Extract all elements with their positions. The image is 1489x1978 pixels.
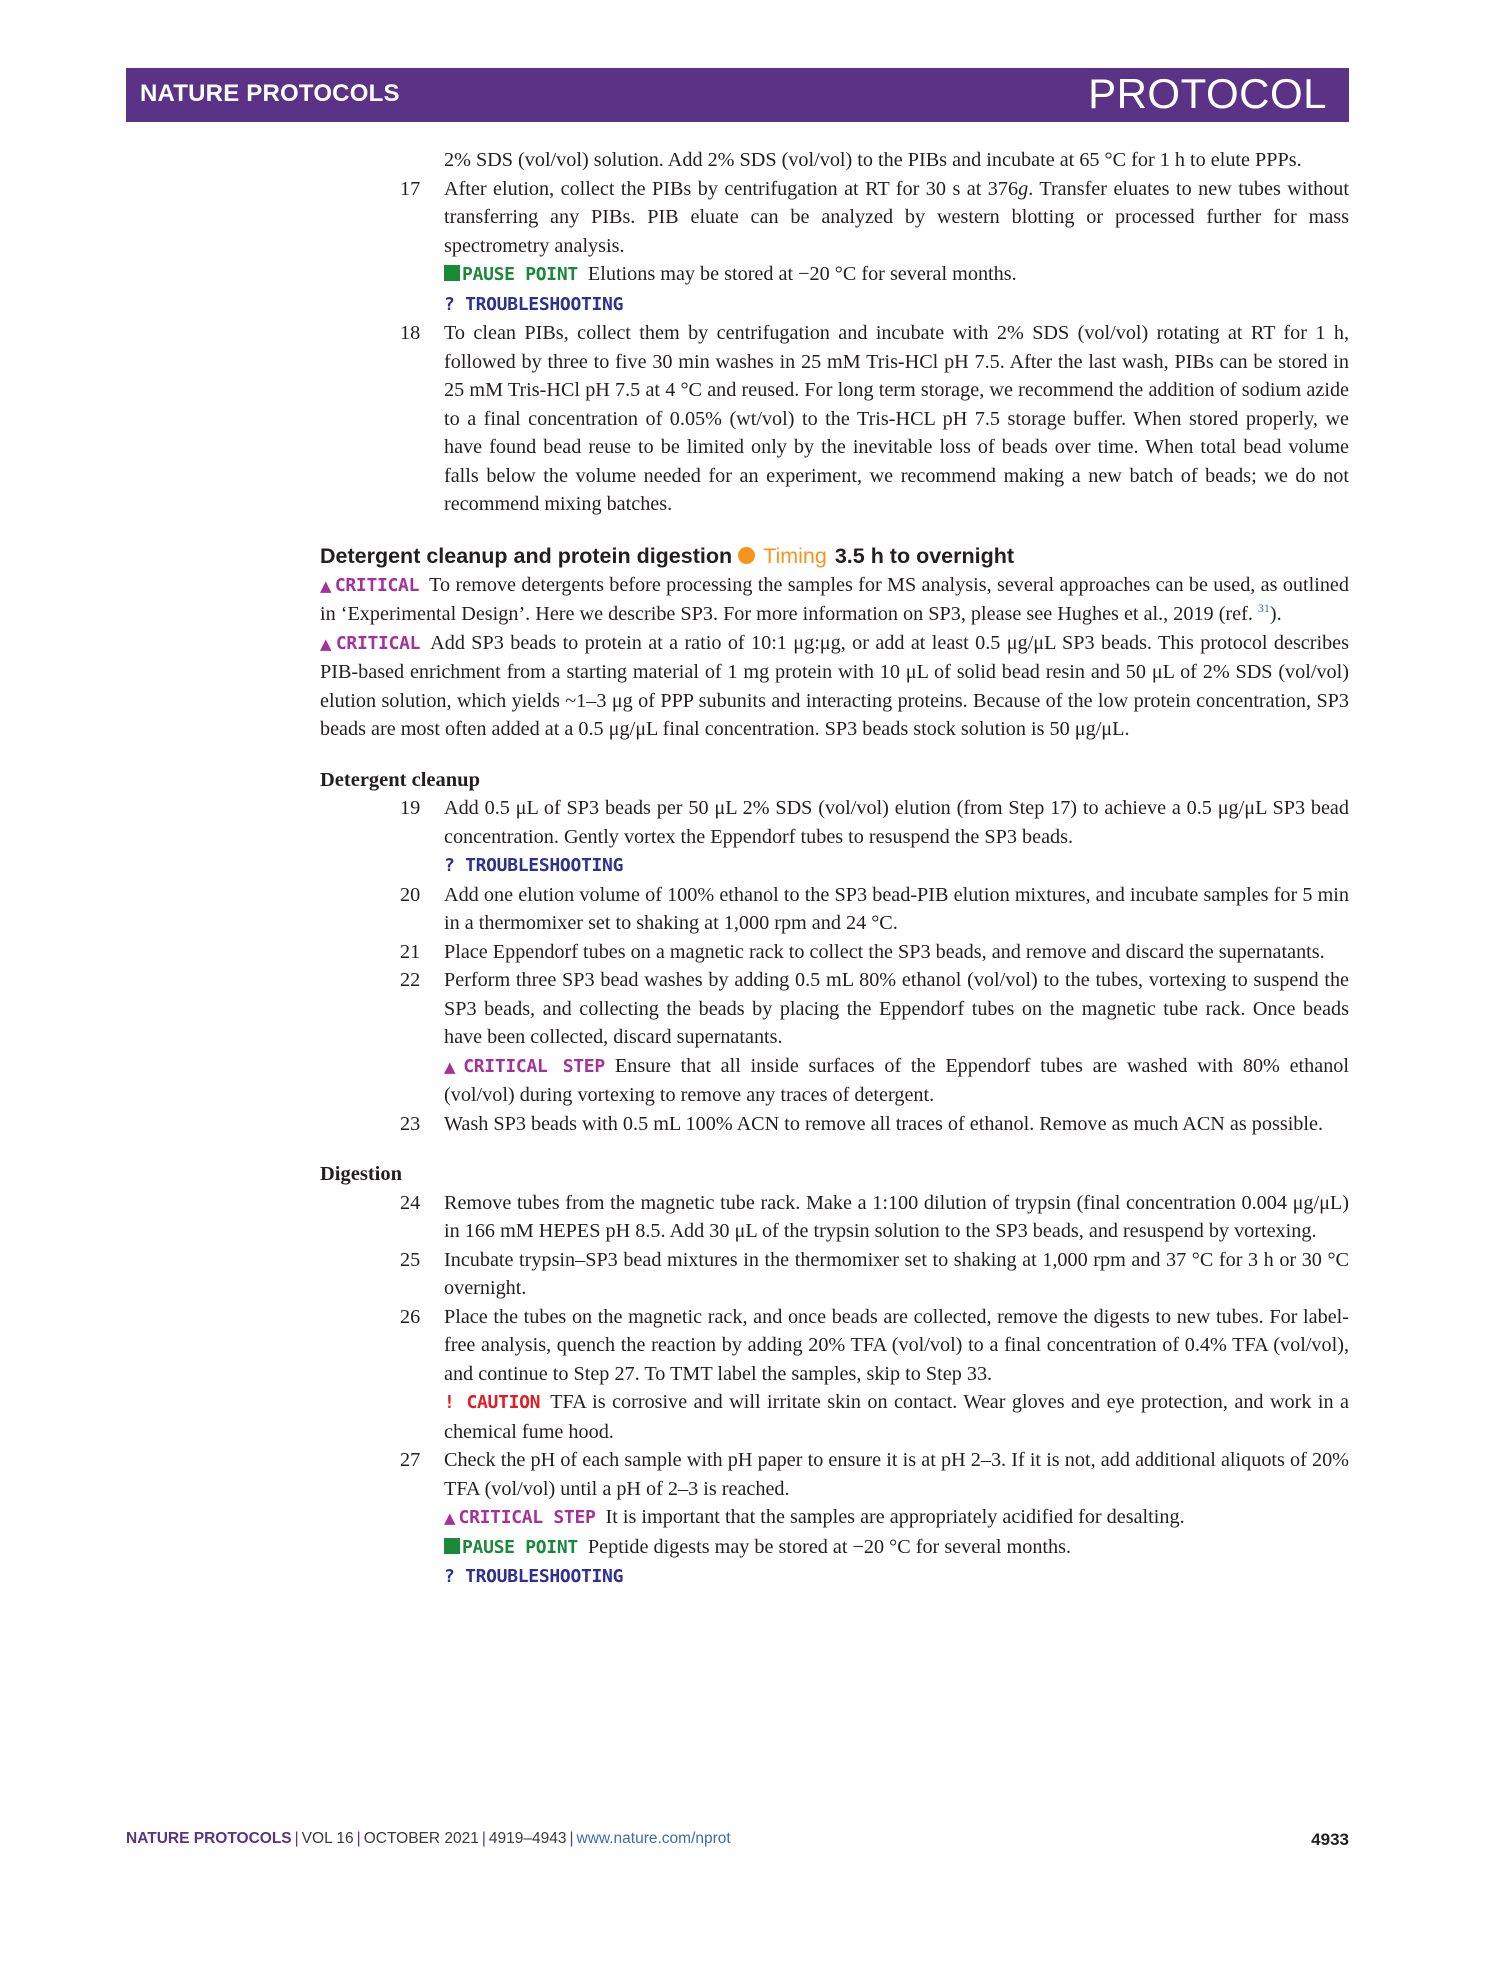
critical-triangle-icon: ▲ (444, 1057, 461, 1076)
subheading-detergent-cleanup: Detergent cleanup (320, 768, 480, 791)
step-number: 20 (400, 883, 421, 906)
header-bar (126, 68, 1349, 122)
step-text: Remove tubes from the magnetic tube rack. Make a 1:100 dilution of trypsin (final concentration 0.004 μg/μL) in 166 mM HEPES pH 8.5. Add 30 μL of the trypsin solution to the SP3 beads, and resuspend by vortexing. (444, 1191, 1349, 1242)
step-18 (400, 319, 1349, 519)
step-number: 23 (400, 1112, 421, 1135)
step-number: 22 (400, 969, 421, 991)
step-text: Add one elution volume of 100% ethanol to the SP3 bead-PIB elution mixtures, and incubate samples for 5 min in a thermomixer set to shaking at 1,000 rpm and 24 °C. (444, 883, 1349, 934)
critical-label: CRITICAL (335, 632, 421, 654)
troubleshooting-label[interactable]: ? TROUBLESHOOTING (444, 293, 624, 315)
step-number: 17 (400, 177, 421, 200)
caution-note: ! CAUTION TFA is corrosive and will irritate skin on contact. Wear gloves and eye protection, and work in a chemical fume hood. (444, 1391, 1349, 1443)
step-number: 21 (400, 940, 421, 963)
intro-continuation: 2% SDS (vol/vol) solution. Add 2% SDS (vol/vol) to the PIBs and incubate at 65 °C for 1 h to elute PPPs. (444, 149, 1302, 171)
pause-point-note: PAUSE POINT Peptide digests may be stored at −20 °C for several months. (444, 1533, 1349, 1563)
pause-point-note: PAUSE POINT Elutions may be stored at −20 °C for several months. (444, 260, 1349, 290)
step-17 (400, 175, 1349, 320)
step-19 (400, 794, 1349, 881)
step-25 (400, 1246, 1349, 1303)
pause-square-icon (444, 1538, 460, 1554)
step-text: Perform three SP3 bead washes by adding 0.5 mL 80% ethanol (vol/vol) to the tubes, vortexing to suspend the SP3 beads, and collecting the beads by placing the Eppendorf tubes on the magnetic tube rack. Once beads have been collected, discard supernatants. (444, 969, 1349, 1048)
critical-step-label: CRITICAL STEP (463, 1055, 605, 1077)
section-title: Detergent cleanup and protein digestion Timing 3.5 h to overnight (320, 543, 1015, 568)
article-type: PROTOCOL (1088, 70, 1327, 117)
reference-link[interactable]: 31 (1257, 601, 1270, 615)
section-block (320, 541, 1349, 795)
troubleshooting-note[interactable] (444, 851, 1349, 881)
timing-dot-icon (738, 547, 755, 564)
step-21 (400, 938, 1349, 967)
critical-step-label: CRITICAL STEP (458, 1507, 596, 1528)
footer-journal: NATURE PROTOCOLS (126, 1830, 292, 1847)
step-23 (400, 1110, 1349, 1139)
critical-note-1: ▲ CRITICAL To remove detergents before processing the samples for MS analysis, several approaches can be used, as outlined in ‘Experimental Design’. Here we describe SP3. For more information on SP3, please see Hughes et al., 2019 (ref. $^{31}$). (320, 573, 1349, 625)
step-text: Incubate trypsin–SP3 bead mixtures in the thermomixer set to shaking at 1,000 rpm and 37 °C for 3 h or 30 °C overnight. (444, 1248, 1349, 1299)
step-22 (400, 966, 1349, 1110)
critical-label: CRITICAL (334, 574, 420, 596)
page-number: 4933 (1311, 1830, 1349, 1849)
pause-square-icon (444, 265, 460, 281)
troubleshooting-note[interactable] (444, 290, 1349, 320)
step-text: After elution, collect the PIBs by centrifugation at RT for 30 s at 376g. Transfer eluates to new tubes without transferring any PIBs. PIB eluate can be analyzed by western blotting or processed further for mass spectrometry analysis. (444, 177, 1349, 257)
pause-point-label: PAUSE POINT (462, 264, 578, 285)
step-text: Add 0.5 μL of SP3 beads per 50 μL 2% SDS (vol/vol) elution (from Step 17) to achieve a 0.5 μg/μL SP3 bead concentration. Gently vortex the Eppendorf tubes to resuspend the SP3 beads. (444, 797, 1349, 848)
caution-label: ! CAUTION (444, 1392, 541, 1413)
step-number: 24 (400, 1191, 421, 1214)
main-content (320, 146, 1350, 1592)
critical-triangle-icon: ▲ (320, 634, 333, 653)
step-number: 27 (400, 1449, 421, 1471)
step-number: 25 (400, 1248, 421, 1271)
step-27 (400, 1446, 1349, 1592)
step-number: 19 (400, 797, 421, 819)
subheading-digestion: Digestion (320, 1163, 402, 1185)
troubleshooting-label[interactable]: ? TROUBLESHOOTING (444, 1566, 624, 1587)
footer-volume: VOL 16 (301, 1830, 354, 1847)
troubleshooting-note[interactable] (444, 1562, 1349, 1592)
digestion-heading-block (320, 1160, 1349, 1189)
step-text: Check the pH of each sample with pH paper to ensure it is at pH 2–3. If it is not, add additional aliquots of 20% TFA (vol/vol) until a pH of 2–3 is reached. (444, 1449, 1349, 1500)
step-26 (400, 1303, 1349, 1447)
footer-date: OCTOBER 2021 (363, 1830, 479, 1847)
critical-note-2: ▲ CRITICAL Add SP3 beads to protein at a ratio of 10:1 μg:μg, or add at least 0.5 μg/μL SP3 beads. This protocol describes PIB-based enrichment from a starting material of 1 mg protein with 10 μL of solid bead resin and 50 μL of 2% SDS (vol/vol) elution solution, which yields ~1–3 μg of PPP subunits and interacting proteins. Because of the low protein concentration, SP3 beads are most often added at a 0.5 μg/μL final concentration. SP3 beads stock solution is 50 μg/μL. (320, 631, 1350, 740)
footer-pages: 4919–4943 (488, 1830, 567, 1847)
footer-citation: NATURE PROTOCOLS | VOL 16 | OCTOBER 2021 | 4919–4943 | www.nature.com/nprot (126, 1830, 731, 1847)
step-24 (400, 1189, 1349, 1246)
timing-label: Timing (763, 543, 827, 568)
journal-name: NATURE PROTOCOLS (140, 80, 400, 107)
footer-url-link[interactable]: www.nature.com/nprot (576, 1830, 731, 1847)
step-text: To clean PIBs, collect them by centrifugation and incubate with 2% SDS (vol/vol) rotating at RT for 1 h, followed by three to five 30 min washes in 25 mM Tris-HCl pH 7.5. After the last wash, PIBs can be stored in 25 mM Tris-HCl pH 7.5 at 4 °C and reused. For long term storage, we recommend the addition of sodium azide to a final concentration of 0.05% (wt/vol) to the Tris-HCL pH 7.5 storage buffer. When stored properly, we have found bead reuse to be limited only by the inevitable loss of beads over time. When total bead volume falls below the volume needed for an experiment, we recommend making a new batch of beads; we do not recommend mixing batches. (444, 322, 1349, 515)
step-number: 18 (400, 322, 421, 344)
critical-triangle-icon: ▲ (320, 576, 332, 595)
critical-step-note: ▲ CRITICAL STEP Ensure that all inside surfaces of the Eppendorf tubes are washed with 80% ethanol (vol/vol) during vortexing to remove any traces of detergent. (444, 1054, 1349, 1106)
critical-triangle-icon: ▲ (444, 1509, 456, 1527)
step-text: Place Eppendorf tubes on a magnetic rack to collect the SP3 beads, and remove and discard the supernatants. (444, 940, 1325, 963)
timing-value: 3.5 h to overnight (834, 543, 1015, 568)
troubleshooting-label[interactable]: ? TROUBLESHOOTING (444, 855, 624, 876)
step-20 (400, 881, 1349, 938)
step-number: 26 (400, 1305, 421, 1328)
critical-step-note: ▲ CRITICAL STEP It is important that the samples are appropriately acidified for desalting. (444, 1506, 1185, 1528)
pause-point-label: PAUSE POINT (462, 1536, 578, 1558)
step-text: Wash SP3 beads with 0.5 mL 100% ACN to remove all traces of ethanol. Remove as much ACN as possible. (444, 1112, 1324, 1135)
step-text: Place the tubes on the magnetic rack, and once beads are collected, remove the digests to new tubes. For label-free analysis, quench the reaction by adding 20% TFA (vol/vol) to a final concentration of 0.4% TFA (vol/vol), and continue to Step 27. To TMT label the samples, skip to Step 33. (444, 1305, 1349, 1385)
